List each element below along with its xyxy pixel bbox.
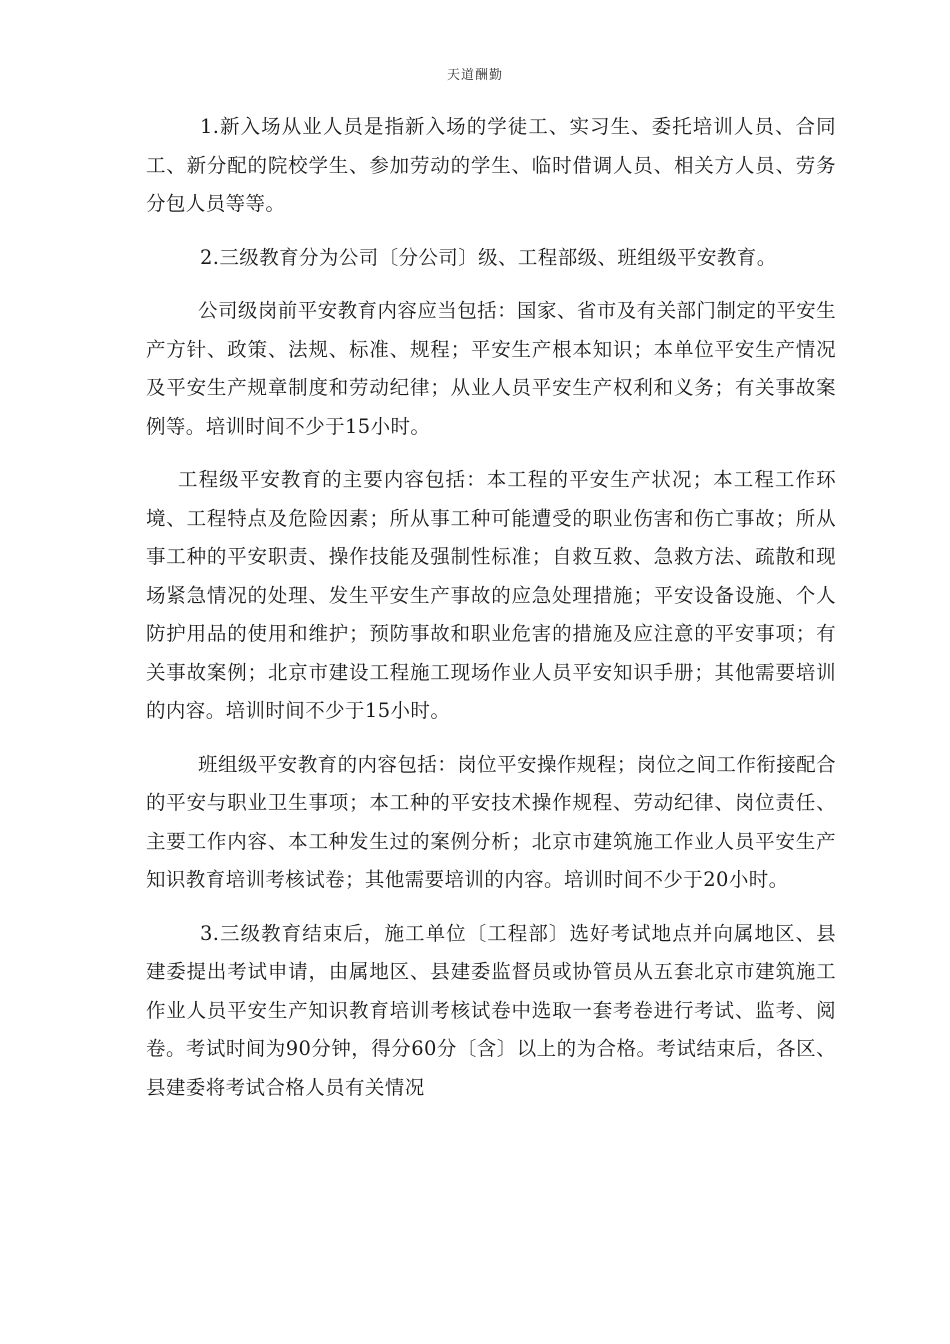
- paragraph-3-examination: 3.三级教育结束后，施工单位〔工程部〕选好考试地点并向属地区、县建委提出考试申请，由属地区、县建委监督员或协管员从五套北京市建筑施工作业人员平安生产知识教育培训考核试卷中选取一套考卷进行考试、监考、阅卷。考试时间为90分钟，得分60分〔含〕以上的为合格。考试结束后，各区、县建委将考试合格人员有关情况: [146, 921, 836, 1099]
- paragraph-team-level-education: 班组级平安教育的内容包括：岗位平安操作规程；岗位之间工作衔接配合的平安与职业卫生事项；本工种的平安技术操作规程、劳动纪律、岗位责任、主要工作内容、本工种发生过的案例分析；北京市建筑施工作业人员平安生产知识教育培训考核试卷；其他需要培训的内容。培训时间不少于20小时。: [146, 752, 836, 891]
- paragraph-project-level-education: 工程级平安教育的主要内容包括：本工程的平安生产状况；本工程工作环境、工程特点及危险因素；所从事工种可能遭受的职业伤害和伤亡事故；所从事工种的平安职责、操作技能及强制性标准；自救互救、急救方法、疏散和现场紧急情况的处理、发生平安生产事故的应急处理措施；平安设备设施、个人防护用品的使用和维护；预防事故和职业危害的措施及应注意的平安事项；有关事故案例；北京市建设工程施工现场作业人员平安知识手册；其他需要培训的内容。培训时间不少于15小时。: [146, 468, 836, 722]
- paragraph-1-new-entrants: 1.新入场从业人员是指新入场的学徒工、实习生、委托培训人员、合同工、新分配的院校学生、参加劳动的学生、临时借调人员、相关方人员、劳务分包人员等等。: [146, 115, 836, 215]
- paragraph-2-three-level-education: 2.三级教育分为公司〔分公司〕级、工程部级、班组级平安教育。: [200, 245, 777, 269]
- paragraph-company-level-education: 公司级岗前平安教育内容应当包括：国家、省市及有关部门制定的平安生产方针、政策、法规、标准、规程；平安生产根本知识；本单位平安生产情况及平安生产规章制度和劳动纪律；从业人员平安生产权利和义务；有关事故案例等。培训时间不少于15小时。: [146, 299, 836, 438]
- page-header: 天道酬勤: [446, 68, 503, 83]
- document-body: [146, 108, 836, 1122]
